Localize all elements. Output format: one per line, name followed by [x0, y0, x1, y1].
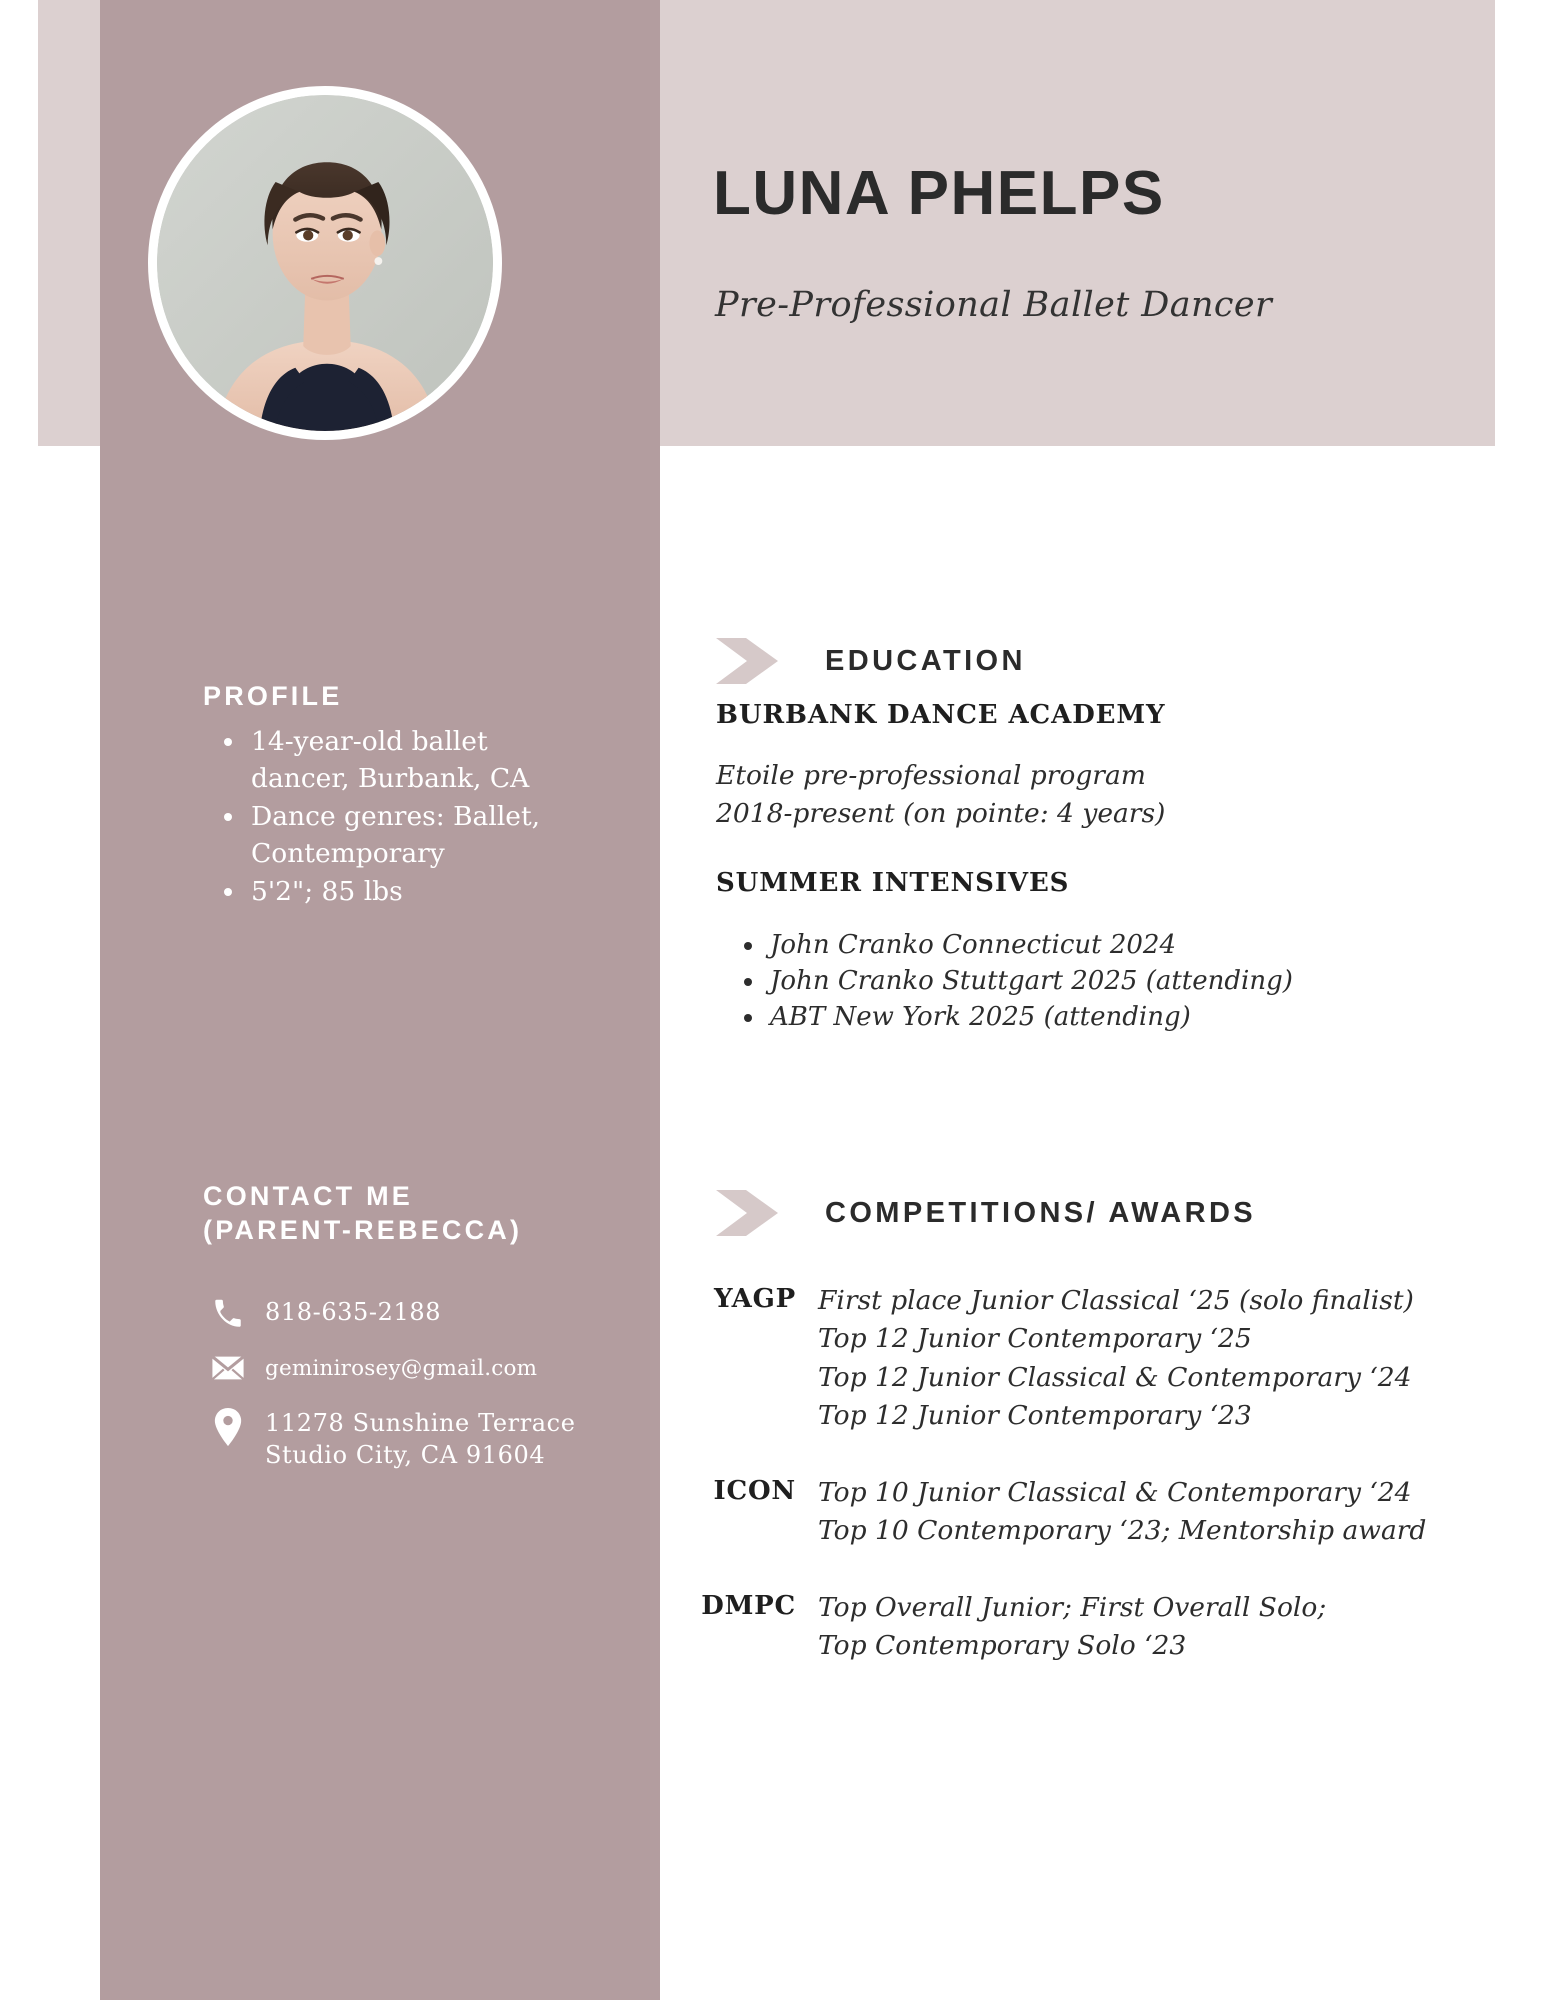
profile-photo — [148, 86, 502, 440]
profile-photo-inner — [157, 95, 493, 431]
awards-section-title: COMPETITIONS/ AWARDS — [825, 1196, 1257, 1229]
chevron-right-icon — [716, 638, 778, 684]
header-accent-strip — [38, 0, 100, 446]
summer-intensives-heading: SUMMER INTENSIVES — [716, 868, 1070, 898]
list-item: • 5'2"; 85 lbs — [247, 874, 577, 911]
program-line-1: Etoile pre-professional program — [716, 760, 1146, 791]
award-organization: YAGP — [713, 1284, 796, 1314]
contact-heading: CONTACT ME (PARENT-REBECCA) — [203, 1181, 523, 1245]
award-entry: Top 12 Junior Contemporary ‘25 — [818, 1323, 1252, 1355]
program-line-2: 2018-present (on pointe: 4 years) — [716, 798, 1166, 830]
contact-row-phone[interactable] — [205, 1295, 605, 1331]
award-group-dmpc — [688, 1589, 1478, 1666]
list-item: • John Cranko Connecticut 2024 — [766, 928, 1446, 964]
award-group-icon — [688, 1474, 1478, 1551]
contact-row-address[interactable] — [205, 1406, 605, 1472]
portrait-illustration — [157, 95, 493, 431]
page-title: LUNA PHELPS — [713, 159, 1165, 228]
phone-icon — [205, 1295, 251, 1331]
education-program — [716, 757, 1356, 834]
award-entry: Top Overall Junior; First Overall Solo; Top Contemporary Solo ‘23 — [818, 1591, 1327, 1661]
award-entry: Top 12 Junior Classical & Contemporary ‘24 — [818, 1361, 1412, 1393]
location-pin-icon — [205, 1406, 251, 1446]
awards-list — [688, 1282, 1478, 1703]
award-organization: ICON — [713, 1475, 796, 1506]
contact-row-email[interactable] — [205, 1353, 605, 1384]
profile-heading: PROFILE — [203, 681, 343, 711]
education-section-header — [716, 638, 1026, 684]
school-name: BURBANK DANCE ACADEMY — [716, 700, 1166, 730]
award-entry: First place Junior Classical ‘25 (solo finalist) — [818, 1285, 1414, 1316]
contact-list — [205, 1295, 605, 1493]
list-item: • 14-year-old ballet dancer, Burbank, CA — [247, 724, 577, 797]
profile-list — [213, 724, 577, 913]
award-entries — [796, 1474, 1426, 1551]
list-item: • Dance genres: Ballet, Contemporary — [247, 799, 577, 872]
street-address: 11278 Sunshine Terrace Studio City, CA 91604 — [265, 1408, 576, 1469]
list-item: • John Cranko Stuttgart 2025 (attending) — [766, 964, 1446, 1000]
award-entry: Top 10 Contemporary ‘23; Mentorship award — [818, 1515, 1427, 1547]
education-section-title: EDUCATION — [825, 644, 1026, 677]
award-group-yagp — [688, 1282, 1478, 1436]
page-subtitle: Pre-Professional Ballet Dancer — [715, 285, 1273, 325]
award-organization: DMPC — [701, 1590, 796, 1621]
award-entry: Top 12 Junior Contemporary ‘23 — [818, 1400, 1252, 1432]
email-address: geminirosey@gmail.com — [265, 1356, 538, 1381]
chevron-right-icon — [716, 1190, 778, 1236]
list-item: • ABT New York 2025 (attending) — [766, 1000, 1446, 1036]
summer-intensives-list — [730, 928, 1446, 1036]
phone-number: 818-635-2188 — [265, 1298, 442, 1326]
award-entries — [796, 1589, 1378, 1666]
award-entry: Top 10 Junior Classical & Contemporary ‘24 — [818, 1476, 1412, 1508]
award-entries — [796, 1282, 1414, 1436]
envelope-icon — [205, 1353, 251, 1381]
awards-section-header — [716, 1190, 1256, 1236]
